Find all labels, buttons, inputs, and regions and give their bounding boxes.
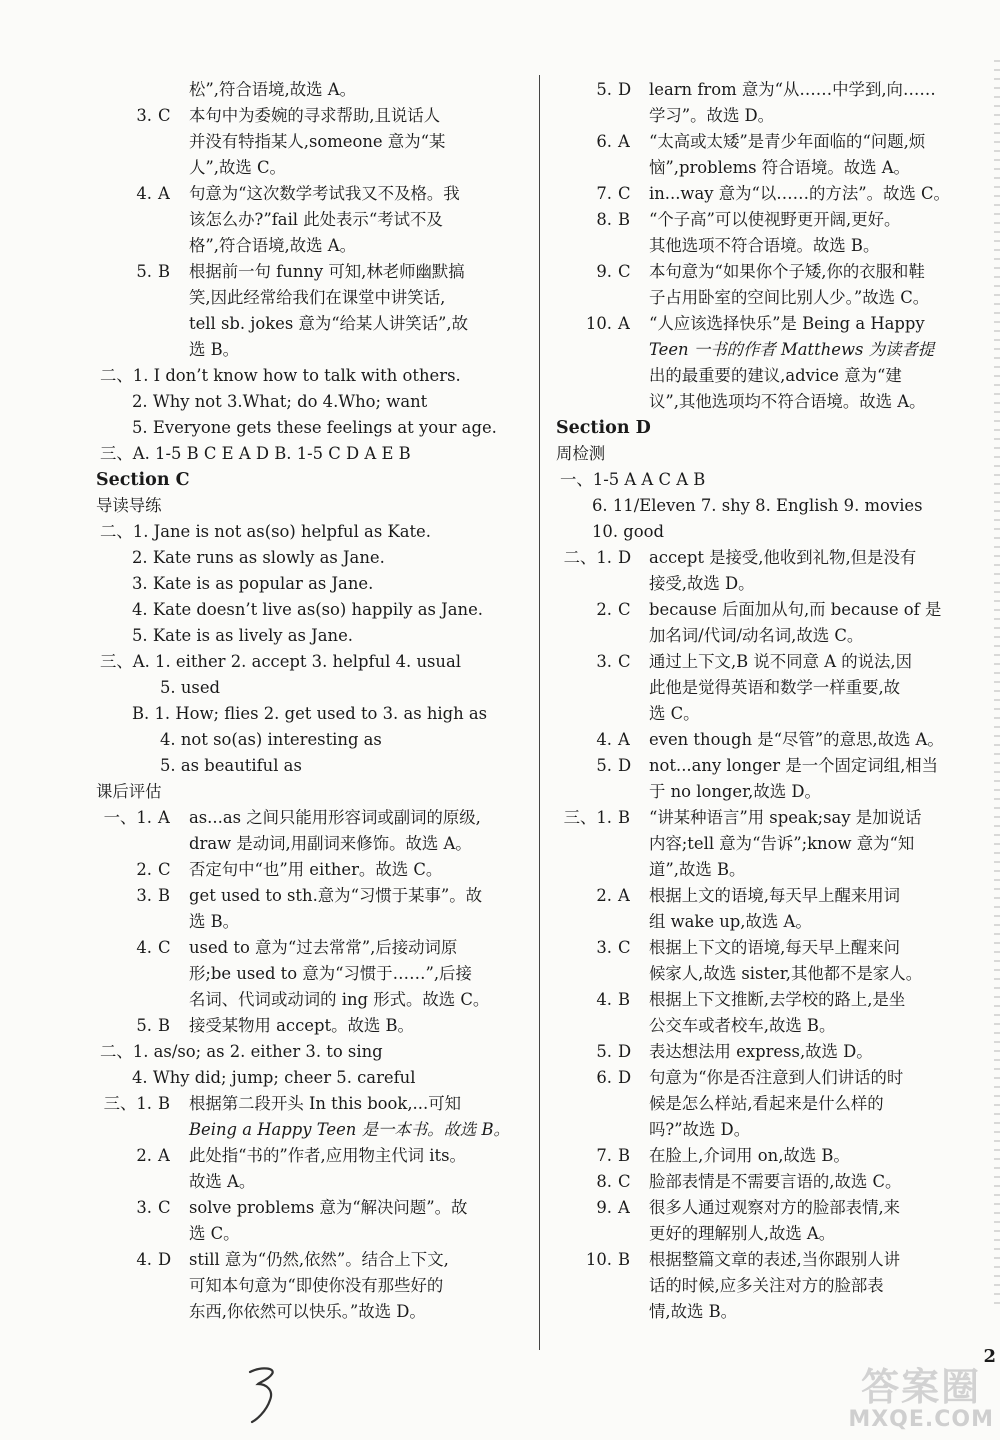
answer-line	[96, 883, 526, 909]
answer-line	[556, 129, 976, 155]
explanation-text: 根据整篇文章的表述,当你跟别人讲	[649, 1250, 901, 1269]
subsection-title: 周检测	[556, 444, 606, 463]
answer-line	[96, 1195, 526, 1221]
answer-key: C	[618, 652, 631, 671]
explanation-continuation: 议”,其他选项均不符合语境。故选 A。	[649, 392, 926, 411]
explanation-continuation: 东西,你依然可以快乐。”故选 D。	[189, 1302, 426, 1321]
explanation-continuation: 选 C。	[649, 704, 700, 723]
explanation-text: solve problems 意为“解决问题”。故	[189, 1198, 468, 1217]
answer-line	[556, 1195, 976, 1221]
explanation-continuation: 内容;tell 意为“告诉”;know 意为“知	[649, 834, 915, 853]
explanation-continuation: 公交车或者校车,故选 B。	[649, 1016, 836, 1035]
answer-line: 4. not so(as) interesting as	[160, 730, 382, 749]
question-number: 2.	[136, 860, 152, 879]
answer-key: A	[618, 886, 630, 905]
explanation-text: 根据上下文推断,去学校的路上,是坐	[649, 990, 906, 1009]
explanation-continuation: 恼”,problems 符合语境。故选 A。	[649, 158, 910, 177]
answer-key: A	[158, 808, 170, 827]
explanation-continuation: draw 是动词,用副词来修饰。故选 A。	[189, 834, 472, 853]
answer-line	[556, 181, 976, 207]
explanation-text: 根据上文的语境,每天早上醒来用词	[649, 886, 901, 905]
explanation-text: used to 意为“过去常常”,后接动词原	[189, 938, 458, 957]
answer-line	[96, 805, 526, 831]
question-number: 2.	[596, 600, 612, 619]
answer-key: C	[618, 938, 631, 957]
explanation-continuation: 此他是觉得英语和数学一样重要,故	[649, 678, 901, 697]
question-number: 7.	[596, 1146, 612, 1165]
explanation-text: 此处指“书的”作者,应用物主代词 its。	[189, 1146, 466, 1165]
answer-line: 5. Everyone gets these feelings at your age.	[132, 418, 497, 437]
explanation-continuation: 格”,符合语境,故选 A。	[189, 236, 356, 255]
answer-line: 4. Why did; jump; cheer 5. careful	[132, 1068, 416, 1087]
explanation-continuation: Being a Happy Teen 是一本书。故选 B。	[189, 1120, 510, 1139]
explanation-continuation: 可知本句意为“即使你没有那些好的	[189, 1276, 444, 1295]
explanation-continuation: 出的最重要的建议,advice 意为“建	[649, 366, 902, 385]
right-column	[556, 77, 976, 1325]
explanation-text: 脸部表情是不需要言语的,故选 C。	[649, 1172, 902, 1191]
explanation-text: in...way 意为“以……的方法”。故选 C。	[649, 184, 950, 203]
explanation-text: “讲某种语言”用 speak;say 是加说话	[649, 808, 922, 827]
answer-key: C	[158, 860, 171, 879]
question-number: 3.	[596, 938, 612, 957]
question-number: 4.	[596, 730, 612, 749]
page-number: 2	[983, 1346, 996, 1367]
question-number: 6.	[596, 132, 612, 151]
answer-key: C	[618, 184, 631, 203]
answer-line: 3. Kate is as popular as Jane.	[132, 574, 374, 593]
explanation-continuation: 加名词/代词/动名词,故选 C。	[649, 626, 864, 645]
explanation-text: “个子高”可以使视野更开阔,更好。	[649, 210, 901, 229]
explanation-continuation: 情,故选 B。	[649, 1302, 738, 1321]
answer-line: 6. 11/Eleven 7. shy 8. English 9. movies	[592, 496, 923, 515]
explanation-continuation: 候家人,故选 sister,其他都不是家人。	[649, 964, 923, 983]
question-number: 3.	[136, 886, 152, 905]
answer-key: B	[158, 262, 171, 281]
answer-key: D	[618, 756, 632, 775]
explanation-text: “太高或太矮”是青少年面临的“问题,烦	[649, 132, 926, 151]
explanation-text: accept 是接受,他收到礼物,但是没有	[649, 548, 917, 567]
answer-key: A	[158, 184, 170, 203]
answer-key: C	[618, 600, 631, 619]
explanation-text: 根据上下文的语境,每天早上醒来问	[649, 938, 901, 957]
explanation-text: as...as 之间只能用形容词或副词的原级,	[189, 808, 481, 827]
answer-line	[556, 1039, 976, 1065]
answer-line	[96, 1091, 526, 1117]
answer-key: B	[158, 1016, 171, 1035]
question-number: 3.	[136, 106, 152, 125]
question-number: 6.	[596, 1068, 612, 1087]
answer-line: 5. used	[160, 678, 221, 697]
explanation-continuation: 故选 A。	[189, 1172, 256, 1191]
answer-line: 10. good	[592, 522, 664, 541]
explanation-continuation: 道”,故选 B。	[649, 860, 746, 879]
explanation-text: 在脸上,介词用 on,故选 B。	[649, 1146, 850, 1165]
answer-line	[556, 727, 976, 753]
explanation-text: “人应该选择快乐”是 Being a Happy	[649, 314, 925, 333]
watermark-top: 答案圈	[861, 1365, 982, 1409]
explanation-text: 通过上下文,B 说不同意 A 的说法,因	[649, 652, 913, 671]
explanation-text: 根据前一句 funny 可知,林老师幽默搞	[189, 262, 465, 281]
question-number: 8.	[596, 210, 612, 229]
question-number: 9.	[596, 262, 612, 281]
explanation-text: learn from 意为“从……中学到,向……	[649, 80, 936, 99]
explanation-continuation: 选 B。	[189, 912, 240, 931]
question-number: 4.	[136, 1250, 152, 1269]
explanation-text: 句意为“你是否注意到人们讲话的时	[649, 1068, 904, 1087]
answer-line	[556, 649, 976, 675]
explanation-text: even though 是“尽管”的意思,故选 A。	[649, 730, 944, 749]
explanation-continuation: 话的时候,应多关注对方的脸部表	[649, 1276, 884, 1295]
left-column	[96, 77, 526, 1325]
answer-key: D	[618, 1068, 632, 1087]
answer-line	[556, 311, 976, 337]
explanation-continuation: 子占用卧室的空间比别人少。”故选 C。	[649, 288, 930, 307]
answer-key: D	[618, 548, 632, 567]
answer-key: A	[618, 1198, 630, 1217]
question-number: 10.	[585, 314, 612, 333]
explanation-text: 本句意为“如果你个子矮,你的衣服和鞋	[649, 262, 925, 281]
question-number: 5.	[596, 1042, 612, 1061]
explanation-continuation: 人”,故选 C。	[189, 158, 286, 177]
answer-line: B. 1. How; flies 2. get used to 3. as high as	[132, 704, 488, 723]
explanation-continuation: 松”,符合语境,故选 A。	[189, 80, 356, 99]
answer-line	[556, 597, 976, 623]
question-number: 9.	[596, 1198, 612, 1217]
explanation-continuation: 选 B。	[189, 340, 240, 359]
answer-line	[556, 805, 976, 831]
answer-key: B	[618, 808, 631, 827]
answer-line	[96, 181, 526, 207]
answer-key: C	[158, 938, 171, 957]
explanation-continuation: 组 wake up,故选 A。	[649, 912, 812, 931]
answer-key: D	[158, 1250, 172, 1269]
explanation-text: get used to sth.意为“习惯于某事”。故	[189, 886, 483, 905]
answer-line: 一、1-5 A A C A B	[560, 470, 706, 489]
explanation-text: 根据第二段开头 In this book,...可知	[189, 1094, 461, 1113]
answer-line	[96, 1143, 526, 1169]
section-heading: Section C	[96, 470, 190, 490]
question-number: 2.	[596, 886, 612, 905]
answer-line	[556, 77, 976, 103]
answer-line	[556, 259, 976, 285]
page-edge-marks	[994, 60, 1000, 1310]
answer-line	[556, 1247, 976, 1273]
answer-key: C	[618, 1172, 631, 1191]
question-number: 5.	[596, 756, 612, 775]
question-number: 5.	[596, 80, 612, 99]
explanation-continuation: 名词、代词或动词的 ing 形式。故选 C。	[189, 990, 490, 1009]
answer-line	[96, 103, 526, 129]
question-number: 三、1.	[103, 1094, 152, 1113]
answer-key: A	[158, 1146, 170, 1165]
explanation-text: because 后面加从句,而 because of 是	[649, 600, 942, 619]
answer-key: B	[158, 1094, 171, 1113]
answer-key: D	[618, 1042, 632, 1061]
answer-line: 二、1. Jane is not as(so) helpful as Kate.	[100, 522, 431, 541]
watermark	[848, 1366, 994, 1432]
answer-key: C	[158, 106, 171, 125]
answer-line: 2. Kate runs as slowly as Jane.	[132, 548, 385, 567]
answer-key: C	[158, 1198, 171, 1217]
question-number: 3.	[136, 1198, 152, 1217]
question-number: 5.	[136, 262, 152, 281]
column-divider	[539, 75, 540, 1350]
answer-line	[556, 935, 976, 961]
question-number: 7.	[596, 184, 612, 203]
explanation-continuation: 接受,故选 D。	[649, 574, 755, 593]
answer-line: 三、A. 1. either 2. accept 3. helpful 4. usual	[100, 652, 461, 671]
subsection-title: 导读导练	[96, 496, 162, 515]
explanation-text: 表达想法用 express,故选 D。	[649, 1042, 873, 1061]
answer-key: A	[618, 314, 630, 333]
explanation-continuation: tell sb. jokes 意为“给某人讲笑话”,故	[189, 314, 468, 333]
explanation-text: 接受某物用 accept。故选 B。	[189, 1016, 414, 1035]
answer-key: C	[618, 262, 631, 281]
question-number: 4.	[136, 184, 152, 203]
explanation-continuation: 选 C。	[189, 1224, 240, 1243]
answer-line	[556, 883, 976, 909]
answer-key: B	[618, 1250, 631, 1269]
answer-line: 三、A. 1-5 B C E A D B. 1-5 C D A E B	[100, 444, 411, 463]
explanation-text: 否定句中“也”用 either。故选 C。	[189, 860, 443, 879]
watermark-bottom: MXQE.COM	[848, 1407, 994, 1432]
answer-line: 4. Kate doesn’t live as(so) happily as Jane.	[132, 600, 483, 619]
explanation-continuation: 笑,因此经常给我们在课堂中讲笑话,	[189, 288, 446, 307]
answer-line	[96, 935, 526, 961]
answer-key: A	[618, 730, 630, 749]
answer-line	[96, 259, 526, 285]
question-number: 5.	[136, 1016, 152, 1035]
explanation-continuation: 于 no longer,故选 D。	[649, 782, 821, 801]
question-number: 4.	[136, 938, 152, 957]
explanation-text: not...any longer 是一个固定词组,相当	[649, 756, 939, 775]
answer-line	[556, 207, 976, 233]
handwritten-mark	[236, 1360, 296, 1430]
question-number: 2.	[136, 1146, 152, 1165]
subsection-title: 课后评估	[96, 782, 162, 801]
explanation-continuation: 形;be used to 意为“习惯于……”,后接	[189, 964, 472, 983]
explanation-continuation: 更好的理解别人,故选 A。	[649, 1224, 836, 1243]
answer-line: 5. Kate is as lively as Jane.	[132, 626, 353, 645]
explanation-continuation: 候是怎么样站,看起来是什么样的	[649, 1094, 884, 1113]
answer-key: B	[618, 990, 631, 1009]
answer-line	[556, 1065, 976, 1091]
answer-key: B	[618, 1146, 631, 1165]
question-number: 3.	[596, 652, 612, 671]
explanation-text: 本句中为委婉的寻求帮助,且说话人	[189, 106, 441, 125]
answer-line	[556, 753, 976, 779]
question-number: 4.	[596, 990, 612, 1009]
explanation-text: 句意为“这次数学考试我又不及格。我	[189, 184, 460, 203]
answer-line	[556, 545, 976, 571]
answer-line	[556, 1143, 976, 1169]
answer-key: B	[618, 210, 631, 229]
answer-line	[556, 1169, 976, 1195]
explanation-continuation: 该怎么办?”fail 此处表示“考试不及	[189, 210, 443, 229]
question-number: 一、1.	[103, 808, 152, 827]
question-number: 二、1.	[563, 548, 612, 567]
explanation-text: 很多人通过观察对方的脸部表情,来	[649, 1198, 901, 1217]
answer-key: A	[618, 132, 630, 151]
question-number: 10.	[585, 1250, 612, 1269]
answer-key: D	[618, 80, 632, 99]
question-number: 8.	[596, 1172, 612, 1191]
question-number: 三、1.	[563, 808, 612, 827]
answer-key: B	[158, 886, 171, 905]
explanation-continuation: 并没有特指某人,someone 意为“某	[189, 132, 446, 151]
explanation-continuation: Teen 一书的作者 Matthews 为读者提	[649, 340, 935, 359]
answer-line: 二、1. as/so; as 2. either 3. to sing	[100, 1042, 383, 1061]
answer-line: 二、1. I don’t know how to talk with others.	[100, 366, 461, 385]
answer-line: 2. Why not 3.What; do 4.Who; want	[132, 392, 428, 411]
answer-line	[556, 987, 976, 1013]
answer-line: 5. as beautiful as	[160, 756, 302, 775]
explanation-continuation: 学习”。故选 D。	[649, 106, 775, 125]
explanation-continuation: 其他选项不符合语境。故选 B。	[649, 236, 880, 255]
answer-line	[96, 1013, 526, 1039]
answer-line	[96, 857, 526, 883]
section-heading: Section D	[556, 418, 651, 438]
explanation-text: still 意为“仍然,依然”。结合上下文,	[189, 1250, 449, 1269]
answer-line	[96, 1247, 526, 1273]
explanation-continuation: 吗?”故选 D。	[649, 1120, 751, 1139]
